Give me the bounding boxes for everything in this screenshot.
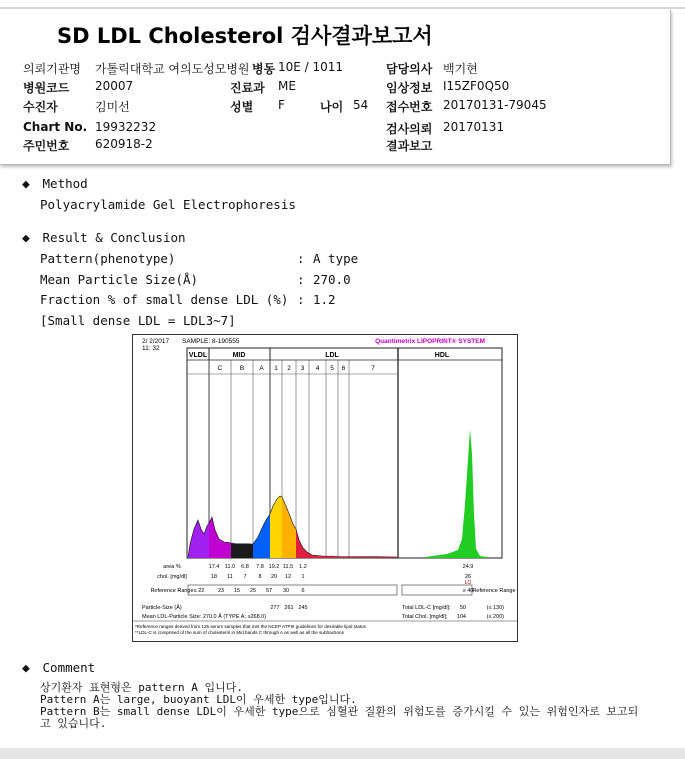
- band-label: B: [239, 365, 245, 372]
- result-row-label: Fraction % of small dense LDL (%): [40, 292, 289, 307]
- top-rule: [0, 7, 685, 9]
- footnote: **LDL-C is comprised of the sum of cholesterol in Mid bands C through A as well as all the subfractions: [135, 630, 344, 635]
- doctor-label: 담당의사: [386, 62, 433, 76]
- band-label: A: [259, 365, 264, 372]
- result-note: [Small dense LDL = LDL3~7]: [40, 313, 236, 328]
- row-value: 19.2: [268, 564, 280, 570]
- band-label: 1: [274, 365, 278, 372]
- mean-ldl-particle-size: Mean LDL-Particle Size: 270.0 Å (TYPE A; ≥268.0): [142, 614, 267, 620]
- row-value: 17.4: [208, 564, 220, 570]
- result-row-value: 270.0: [313, 272, 351, 287]
- clinical-info-value: I15ZF0Q50: [443, 79, 510, 93]
- diamond-bullet-icon: ◆: [22, 661, 30, 676]
- row-value: 11.5: [282, 564, 294, 570]
- bottom-bar: [0, 748, 685, 759]
- particle-size-value: 277: [270, 605, 280, 611]
- comment-heading-text: Comment: [42, 660, 96, 675]
- hdl-value: 26: [464, 574, 472, 580]
- receipt-no-value: 20170131-79045: [443, 98, 547, 112]
- hdl-flag: LO: [464, 580, 472, 586]
- diamond-bullet-icon: ◆: [22, 231, 30, 246]
- band-label: C: [217, 365, 223, 372]
- comment-line: Pattern B는 small dense LDL이 우세한 type으로 심혈관 질환의 위험도를 증가시킬 수 있는 위험인자로 보고되: [40, 705, 639, 718]
- range-value: 30: [282, 588, 290, 594]
- particle-size-value: 261: [284, 605, 294, 611]
- patient-value: 김미선: [95, 100, 130, 114]
- chart-date: 2/ 2/2017: [142, 338, 170, 345]
- footnote: *Reference ranges derived from 125 serum samples that met the NCEP ATPIII guidelines for desirable lipid status: [135, 624, 366, 629]
- method-heading-text: Method: [42, 176, 88, 191]
- request-date-value: 20170131: [443, 120, 505, 134]
- row-value: 11.0: [224, 564, 236, 570]
- row-label: area %: [163, 564, 181, 570]
- report-title: SD LDL Cholesterol 검사결과보고서: [57, 24, 433, 48]
- total-chol-ref: (≤ 200): [486, 614, 504, 620]
- hdl-value: ≥ 40: [462, 588, 474, 594]
- method-heading: [22, 176, 88, 192]
- method-text: Polyacrylamide Gel Electrophoresis: [40, 197, 296, 212]
- result-heading: [22, 230, 186, 246]
- clinical-info-label: 임상정보: [386, 81, 433, 95]
- band-label: 4: [315, 365, 320, 372]
- group-label: MID: [232, 352, 246, 359]
- row-value: 1.2: [299, 564, 307, 570]
- total-chol-label: Total Chol. [mg/dl]:: [402, 614, 448, 620]
- comment-heading: [22, 660, 95, 676]
- group-label: LDL: [325, 352, 339, 359]
- institution-label: 의뢰기관명: [23, 62, 81, 76]
- band-label: 2: [287, 365, 291, 372]
- result-row-sep: :: [297, 251, 305, 266]
- total-ldl-ref: (≤ 130): [486, 605, 504, 611]
- row-value: 8: [258, 574, 262, 580]
- row-value: 7: [243, 574, 247, 580]
- total-ldl-value: 50: [459, 605, 466, 611]
- range-value: 23: [217, 588, 225, 594]
- row-label: Reference Range: [472, 588, 516, 594]
- hdl-value: 24.9: [462, 564, 474, 570]
- resident-no-label: 주민번호: [23, 139, 70, 153]
- total-ldl-label: Total LDL-C [mg/dl]:: [402, 605, 451, 611]
- row-label: Reference Range: [150, 588, 194, 594]
- range-value: 57: [265, 588, 273, 594]
- comment-line: 고 있습니다.: [40, 717, 107, 730]
- row-value: 18: [210, 574, 218, 580]
- row-value: 20: [270, 574, 278, 580]
- hospital-code-value: 20007: [95, 79, 134, 93]
- receipt-no-label: 접수번호: [386, 100, 433, 114]
- row-value: 11: [227, 574, 233, 580]
- particle-size-label: Particle-Size (Å): [142, 605, 182, 611]
- lipoprint-chart-svg: [132, 334, 518, 642]
- row-label: chol. [mg/dl]: [157, 574, 187, 580]
- request-date-label: 검사의뢰: [386, 122, 433, 136]
- ward-value: 10E / 1011: [278, 60, 344, 74]
- department-value: ME: [278, 79, 296, 93]
- range-value: 25: [249, 588, 257, 594]
- age-value: 54: [353, 98, 369, 112]
- patient-label: 수진자: [23, 100, 58, 114]
- age-label: 나이: [320, 100, 344, 114]
- group-label: HDL: [434, 352, 450, 359]
- comment-line: Pattern A는 large, buoyant LDL이 우세한 type입니다.: [40, 693, 357, 706]
- chart-no-value: 19932232: [95, 120, 157, 134]
- range-value: 15: [233, 588, 241, 594]
- row-value: 7.8: [256, 564, 264, 570]
- diamond-bullet-icon: ◆: [22, 177, 30, 192]
- band-label: 5: [330, 365, 334, 372]
- particle-size-value: 245: [298, 605, 308, 611]
- result-row-label: Mean Particle Size(Å): [40, 272, 199, 287]
- sex-value: F: [278, 98, 285, 112]
- chart-time: 11: 32: [142, 345, 160, 352]
- row-value: 1: [301, 574, 305, 580]
- result-row-value: 1.2: [313, 292, 336, 307]
- chart-no-label: Chart No.: [23, 120, 88, 134]
- total-chol-value: 104: [456, 614, 466, 620]
- group-label: VLDL: [188, 352, 208, 359]
- result-row-label: Pattern(phenotype): [40, 251, 176, 266]
- chart-frame: [133, 335, 518, 642]
- band-label: 3: [300, 365, 305, 372]
- ward-label: 병동: [252, 62, 276, 76]
- resident-no-value: 620918-2: [95, 137, 153, 151]
- row-value: 12: [284, 574, 292, 580]
- result-row-value: A type: [313, 251, 359, 266]
- result-heading-text: Result & Conclusion: [42, 230, 186, 245]
- row-value: 6.8: [241, 564, 249, 570]
- range-value: 6: [301, 588, 305, 594]
- institution-value: 가톨릭대학교 여의도성모병원: [95, 62, 250, 76]
- lipoprint-chart: [132, 334, 518, 642]
- result-row-sep: :: [297, 292, 305, 307]
- chart-sample: SAMPLE: 8-190555: [182, 338, 240, 345]
- department-label: 진료과: [230, 81, 265, 95]
- chart-brand: Quantimetrix LIPOPRINT® SYSTEM: [375, 338, 485, 345]
- result-report-label: 결과보고: [386, 139, 433, 153]
- result-row-sep: :: [297, 272, 305, 287]
- band-label: 7: [371, 365, 375, 372]
- sex-label: 성별: [230, 100, 254, 114]
- comment-line: 상기환자 표현형은 pattern A 입니다.: [40, 681, 243, 694]
- mid-b-peak-area: [231, 543, 253, 558]
- band-label: 6: [341, 365, 346, 372]
- hospital-code-label: 병원코드: [23, 81, 70, 95]
- doctor-value: 백기현: [443, 62, 478, 76]
- range-left: ≤ 22: [193, 588, 205, 594]
